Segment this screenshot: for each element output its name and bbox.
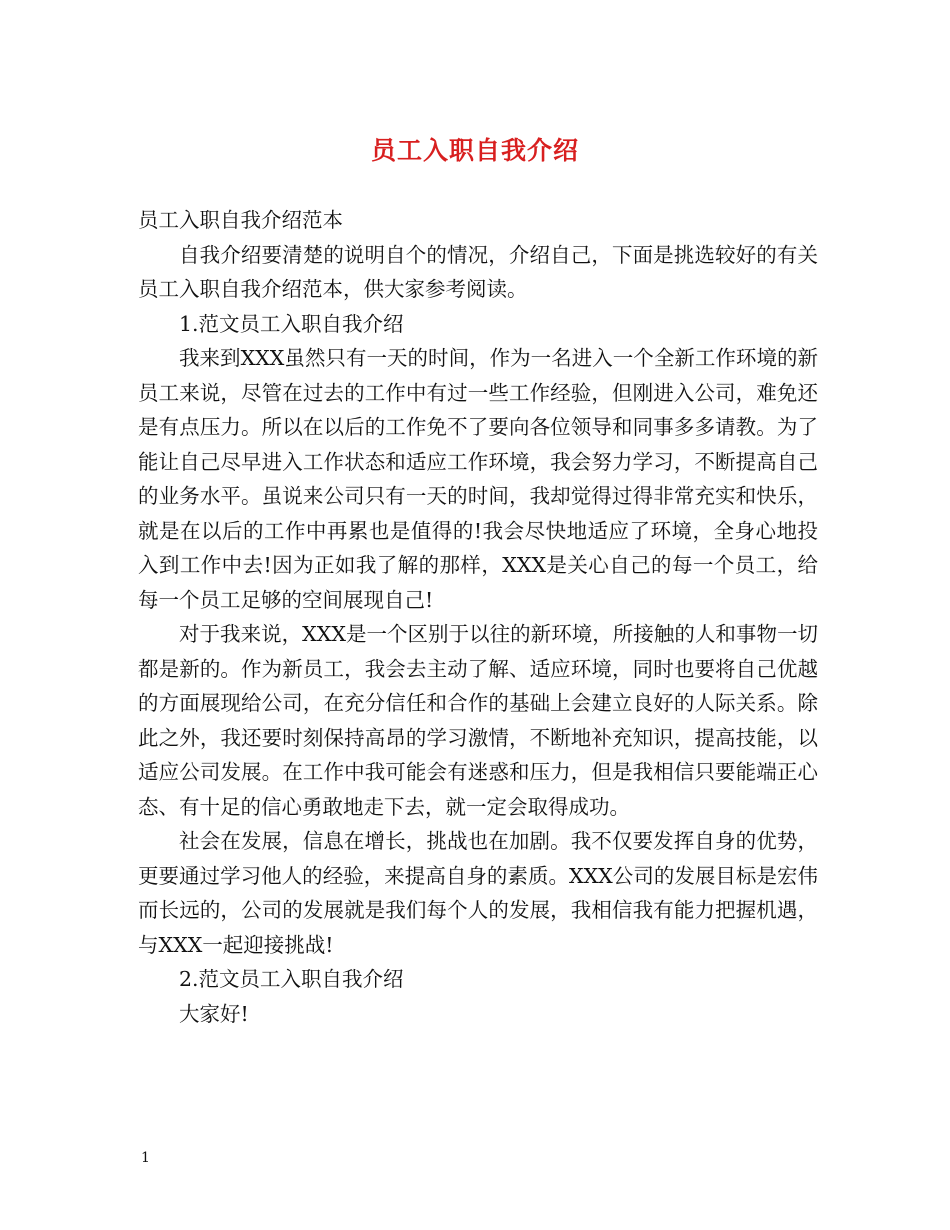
section-heading-2: 2.范文员工入职自我介绍 — [179, 967, 404, 991]
document-title: 员工入职自我介绍 — [370, 136, 579, 165]
body-paragraph: 我来到XXX虽然只有一天的时间，作为一名进入一个全新工作环境的新员工来说，尽管在过去的工作中有过一些工作经验，但刚进入公司，难免还是有点压力。所以在以后的工作免不了要向各位领导和同事多多请教。为了能让自己尽早进入工作状态和适应工作环境，我会努力学习，不断提高自己的业务水平。虽说来公司只有一天的时间，我却觉得过得非常充实和快乐，就是在以后的工作中再累也是值得的!我会尽快地适应了环境，全身心地投入到工作中去!因为正如我了解的那样，XXX是关心自己的每一个员工，给每一个员工足够的空间展现自己! — [138, 346, 818, 612]
greeting-paragraph: 大家好! — [179, 1001, 249, 1026]
document-body — [138, 203, 818, 1031]
intro-paragraph: 自我介绍要清楚的说明自个的情况，介绍自己，下面是挑选较好的有关员工入职自我介绍范本，供大家参考阅读。 — [138, 242, 818, 301]
body-paragraph: 社会在发展，信息在增长，挑战也在加剧。我不仅要发挥自身的优势，更要通过学习他人的经验，来提高自身的素质。XXX公司的发展目标是宏伟而长远的，公司的发展就是我们每个人的发展，我相信我有能力把握机遇，与XXX一起迎接挑战! — [138, 829, 818, 957]
subtitle-paragraph: 员工入职自我介绍范本 — [138, 208, 343, 232]
section-heading-1: 1.范文员工入职自我介绍 — [179, 311, 404, 336]
body-paragraph: 对于我来说，XXX是一个区别于以往的新环境，所接触的人和事物一切都是新的。作为新员工，我会去主动了解、适应环境，同时也要将自己优越的方面展现给公司，在充分信任和合作的基础上会建立良好的人际关系。除此之外，我还要时刻保持高昂的学习激情，不断地补充知识，提高技能，以适应公司发展。在工作中我可能会有迷惑和压力，但是我相信只要能端正心态、有十足的信心勇敢地走下去，就一定会取得成功。 — [138, 622, 818, 819]
page-number: 1 — [141, 1150, 150, 1166]
